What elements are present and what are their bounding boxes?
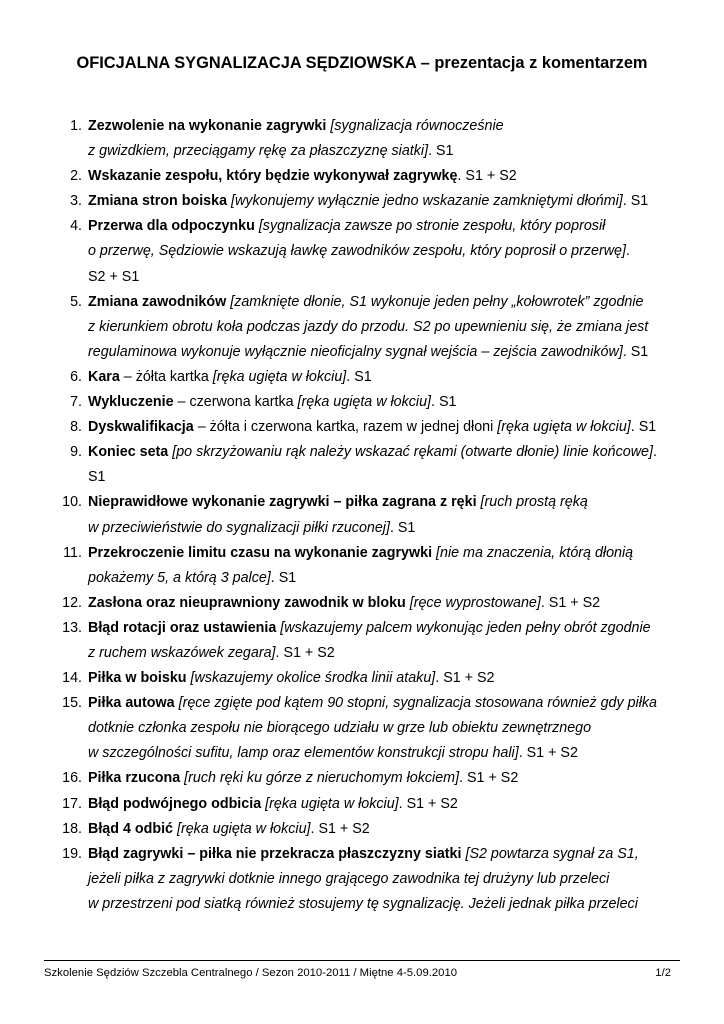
item-number: 19. [62,845,82,862]
item-comment: z gwizdkiem, przeciągamy rękę za płaszczyznę siatki] [88,143,429,160]
list-item [0,541,724,591]
list-item [0,766,724,791]
item-heading: Przerwa dla odpoczynku [88,218,255,235]
item-text: . S1 [270,569,297,586]
item-line [88,365,694,390]
item-line [88,792,694,817]
item-line [88,440,694,465]
item-line [88,867,694,892]
item-comment: [sygnalizacja zawsze po stronie zespołu, który poprosił [258,218,606,235]
item-comment: w przestrzeni pod siatką również stosujemy tę sygnalizację. Jeżeli jednak piłka przeleci [88,895,638,912]
item-comment: o przerwę, Sędziowie wskazują ławkę zawodników zespołu, który poprosił o przerwę] [88,243,626,260]
list-item [0,214,724,289]
item-line [88,842,694,867]
item-number: 7. [70,394,82,411]
item-text: . S1 + S2 [398,795,458,812]
list-item [0,591,724,616]
item-heading: Piłka rzucona [88,770,181,787]
item-comment: w przeciwieństwie do sygnalizacji piłki rzuconej] [88,519,390,536]
item-number: 8. [70,419,82,436]
item-comment: [wskazujemy palcem wykonując jeden pełny obrót zgodnie [280,619,651,636]
item-text: . S1 + S2 [275,644,335,661]
item-comment: z kierunkiem obrotu koła podczas jazdy do przodu. S2 po upewnieniu się, że zmiana jest [88,318,649,335]
item-text: . S1 + S2 [457,168,517,185]
item-heading: Błąd podwójnego odbicia [88,795,262,812]
item-line [88,616,694,641]
item-comment: [ręka ugięta w łokciu] [497,419,631,436]
item-comment: w szczególności sufitu, lamp oraz elementów konstrukcji stropu hali] [88,745,519,762]
item-text: S2 + S1 [88,268,140,285]
page-number: 1/2 [655,967,671,979]
list-item [0,114,724,164]
item-comment: [nie ma znaczenia, którą dłonią [436,544,634,561]
item-line [88,691,694,716]
item-comment: [ręka ugięta w łokciu] [212,368,347,385]
item-line [88,239,694,264]
item-heading: Błąd 4 odbić [88,820,173,837]
item-comment: [ręka ugięta w łokciu] [297,394,432,411]
item-comment: [ręce wyprostowane] [409,594,541,611]
list-item [0,290,724,365]
item-text: . [652,444,657,461]
item-line [88,164,694,189]
item-text: – żółta kartka [119,368,213,385]
item-line [88,641,694,666]
list-item [0,691,724,766]
item-comment: [ręce zgięte pod kątem 90 stopni, sygnalizacja stosowana również gdy piłka [178,695,658,712]
item-number: 1. [70,118,82,134]
list-item [0,817,724,842]
item-number: 3. [70,193,82,210]
list-item [0,842,724,917]
list-item [0,164,724,189]
item-comment: [po skrzyżowaniu rąk należy wskazać rękami (otwarte dłonie) linie końcowe] [172,444,653,461]
item-text: . S1 + S2 [310,820,370,837]
item-text: . S1 + S2 [540,594,601,611]
item-heading: Kara [88,368,120,385]
list-item [0,616,724,666]
list-item [0,415,724,440]
item-text: . [625,243,630,260]
item-heading: Zasłona oraz nieuprawniony zawodnik w bloku [88,594,406,611]
item-text: . S1 [428,143,454,160]
item-number: 17. [62,795,82,812]
item-heading: Koniec seta [88,444,169,461]
item-number: 15. [62,695,82,712]
item-line [88,265,694,290]
item-line [88,541,694,566]
item-number: 10. [62,494,82,511]
item-text: . S1 [622,193,649,210]
item-text: . S1 [630,419,657,436]
signal-list [0,114,724,917]
item-number: 12. [62,594,82,611]
item-number: 16. [62,770,82,787]
item-comment: [wskazujemy okolice środka linii ataku] [190,670,436,687]
item-line [88,716,694,741]
item-comment: [S2 powtarza sygnał za S1, [465,845,639,862]
item-heading: Zmiana stron boiska [88,193,228,210]
item-number: 4. [70,218,82,235]
item-comment: [ruch prostą ręką [480,494,588,511]
item-text: . S1 + S2 [459,770,519,787]
list-item [0,440,724,490]
item-text: . S1 [389,519,416,536]
item-line [88,290,694,315]
item-line [88,591,694,616]
item-text: S1 [88,469,106,486]
item-number: 9. [70,444,82,461]
item-heading: Zmiana zawodników [88,293,227,310]
list-item [0,792,724,817]
item-line [88,139,694,164]
item-line [88,817,694,842]
item-heading: Nieprawidłowe wykonanie zagrywki – piłka zagrana z ręki [88,494,477,511]
item-comment: [ruch ręki ku górze z nieruchomym łokciem] [184,770,460,787]
item-line [88,516,694,541]
item-heading: Piłka autowa [88,695,175,712]
item-heading: Zezwolenie na wykonanie zagrywki [88,118,327,134]
item-line [88,114,694,139]
item-comment: jeżeli piłka z zagrywki dotknie innego grającego zawodnika tej drużyny lub przeleci [88,870,610,887]
item-line [88,490,694,515]
item-comment: [wykonujemy wyłącznie jedno wskazanie zamkniętymi dłońmi] [231,193,623,210]
item-number: 6. [70,368,82,385]
list-item [0,490,724,540]
item-heading: Wskazanie zespołu, który będzie wykonywał zagrywkę [88,168,458,185]
item-comment: [ręka ugięta w łokciu] [176,820,311,837]
page-title: OFICJALNA SYGNALIZACJA SĘDZIOWSKA – prezentacja z komentarzem [76,54,648,72]
item-number: 5. [70,293,82,310]
list-item [0,666,724,691]
item-number: 2. [70,168,82,185]
list-item [0,189,724,214]
item-heading: Piłka w boisku [88,670,187,687]
item-line [88,340,694,365]
item-line [88,189,694,214]
item-heading: Błąd zagrywki – piłka nie przekracza płaszczyzny siatki [88,845,462,862]
item-text: . S1 + S2 [518,745,578,762]
item-line [88,214,694,239]
item-comment: z ruchem wskazówek zegara] [88,644,276,661]
item-text: . S1 [622,343,649,360]
item-line [88,566,694,591]
item-number: 14. [62,670,82,687]
footer-divider [44,960,680,961]
item-comment: [zamknięte dłonie, S1 wykonuje jeden pełny „kołowrotek” zgodnie [230,293,644,310]
item-comment: [ręka ugięta w łokciu] [265,795,399,812]
item-number: 18. [62,820,82,837]
footer-text: Szkolenie Sędziów Szczebla Centralnego / Sezon 2010-2011 / Miętne 4-5.09.2010 [44,967,458,979]
item-line [88,315,694,340]
item-number: 13. [62,619,82,636]
item-text: . S1 + S2 [435,670,495,687]
item-comment: [sygnalizacja równocześnie [330,118,504,134]
item-line [88,766,694,791]
item-text: – żółta i czerwona kartka, razem w jednej dłoni [193,419,498,436]
item-comment: regulaminowa wykonuje wyłącznie nieoficjalny sygnał wejścia – zejścia zawodników] [88,343,623,360]
item-text: – czerwona kartka [173,394,298,411]
item-line [88,465,694,490]
item-comment: dotknie członka zespołu nie biorącego udziału w grze lub obiektu zewnętrznego [88,720,592,737]
item-heading: Dyskwalifikacja [88,419,194,436]
item-heading: Błąd rotacji oraz ustawienia [88,619,277,636]
item-text: . S1 [346,368,372,385]
item-number: 11. [63,544,82,561]
item-line [88,892,694,917]
item-heading: Przekroczenie limitu czasu na wykonanie zagrywki [88,544,433,561]
item-comment: pokażemy 5, a którą 3 palce] [88,569,271,586]
item-heading: Wykluczenie [88,394,174,411]
item-text: . S1 [431,394,457,411]
list-item [0,390,724,415]
item-line [88,415,694,440]
item-line [88,741,694,766]
list-item [0,365,724,390]
item-line [88,390,694,415]
item-line [88,666,694,691]
